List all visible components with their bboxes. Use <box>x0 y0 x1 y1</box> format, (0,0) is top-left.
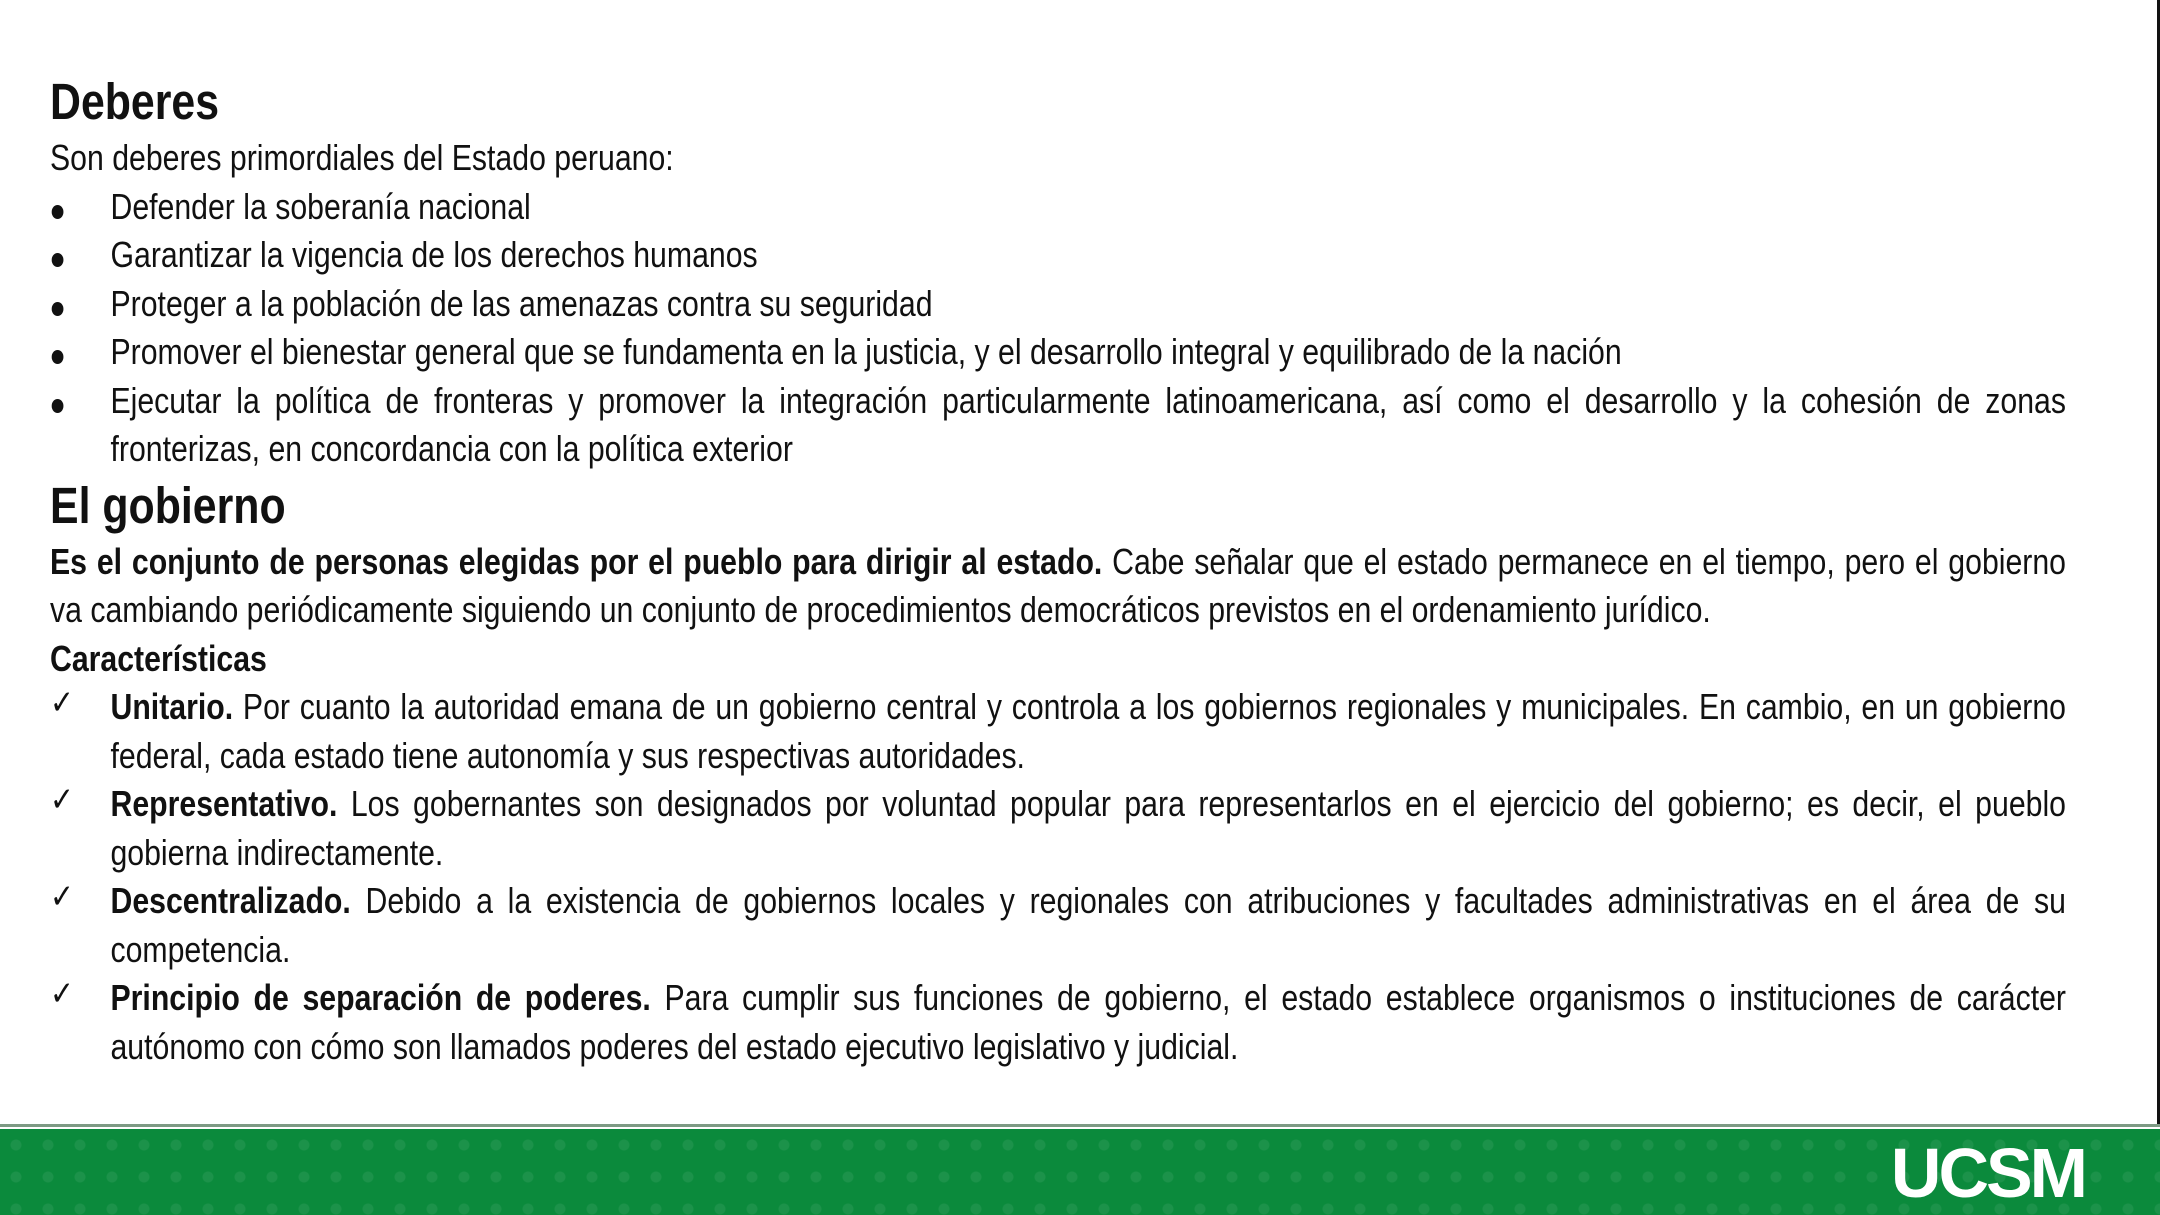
list-item-text: Ejecutar la política de fronteras y promover la integración particularmente latinoamericana, así como el desarrollo y la cohesión de zonas fronterizas, en concordancia con la política exterior <box>110 379 2067 469</box>
gobierno-definition-text: Cabe señalar que el estado permanece en el tiempo, pero el gobierno va cambiando periódicamente siguiendo un conjunto de procedimientos democráticos previstos en el ordenamiento jurídico. <box>50 540 2066 630</box>
caracteristicas-list <box>50 683 2066 1071</box>
ucsm-logo: UCSM <box>1890 1134 2085 1212</box>
list-item <box>50 683 2066 780</box>
bullet-dot-icon <box>50 231 84 280</box>
caracteristica-text: Los gobernantes son designados por voluntad popular para representarlos en el ejercicio del gobierno; es decir, el pueblo gobierna indirectamente. <box>110 783 2066 873</box>
list-item <box>50 377 2066 474</box>
checkmark-icon: ✓ <box>50 877 74 917</box>
bullet-dot-icon <box>50 328 84 377</box>
footer-band <box>0 1129 2160 1215</box>
bullet-dot-icon <box>50 377 84 426</box>
gobierno-title: El gobierno <box>50 476 286 534</box>
caracteristica-term: Representativo. <box>110 783 338 824</box>
checkmark-icon: ✓ <box>50 974 74 1014</box>
caracteristicas-title: Características <box>50 637 267 679</box>
list-item <box>50 183 2066 232</box>
list-item <box>50 231 2066 280</box>
caracteristica-text: Para cumplir sus funciones de gobierno, el estado establece organismos o instituciones de carácter autónomo con cómo son llamados poderes del estado ejecutivo legislativo y judicial. <box>110 977 2067 1067</box>
bullet-dot-icon <box>50 183 84 232</box>
checkmark-icon: ✓ <box>50 780 74 820</box>
caracteristica-term: Descentralizado. <box>110 880 351 921</box>
footer-divider <box>0 1124 2160 1127</box>
deberes-intro: Son deberes primordiales del Estado peruano: <box>50 137 674 178</box>
list-item-text: Garantizar la vigencia de los derechos humanos <box>110 234 758 275</box>
slide-content <box>50 70 2066 1071</box>
list-item-text: Promover el bienestar general que se fundamenta en la justicia, y el desarrollo integral y equilibrado de la nación <box>110 331 1622 372</box>
list-item <box>50 280 2066 329</box>
deberes-list <box>50 183 2066 474</box>
caracteristica-term: Unitario. <box>110 686 234 727</box>
caracteristica-term: Principio de separación de poderes. <box>110 977 651 1018</box>
list-item <box>50 328 2066 377</box>
gobierno-definition-bold: Es el conjunto de personas elegidas por el pueblo para dirigir al estado. <box>50 540 1103 582</box>
list-item <box>50 974 2066 1071</box>
bullet-dot-icon <box>50 280 84 329</box>
gobierno-definition <box>50 538 2066 635</box>
list-item-text: Defender la soberanía nacional <box>110 185 531 227</box>
caracteristica-text: Por cuanto la autoridad emana de un gobierno central y controla a los gobiernos regionales y municipales. En cambio, en un gobierno federal, cada estado tiene autonomía y sus respectivas autoridades. <box>110 686 2067 776</box>
caracteristica-text: Debido a la existencia de gobiernos locales y regionales con atribuciones y facultades administrativas en el área de su competencia. <box>110 880 2066 970</box>
list-item <box>50 780 2066 877</box>
list-item <box>50 877 2066 974</box>
deberes-title: Deberes <box>50 73 220 130</box>
list-item-text: Proteger a la población de las amenazas contra su seguridad <box>110 282 933 324</box>
checkmark-icon: ✓ <box>50 683 74 723</box>
